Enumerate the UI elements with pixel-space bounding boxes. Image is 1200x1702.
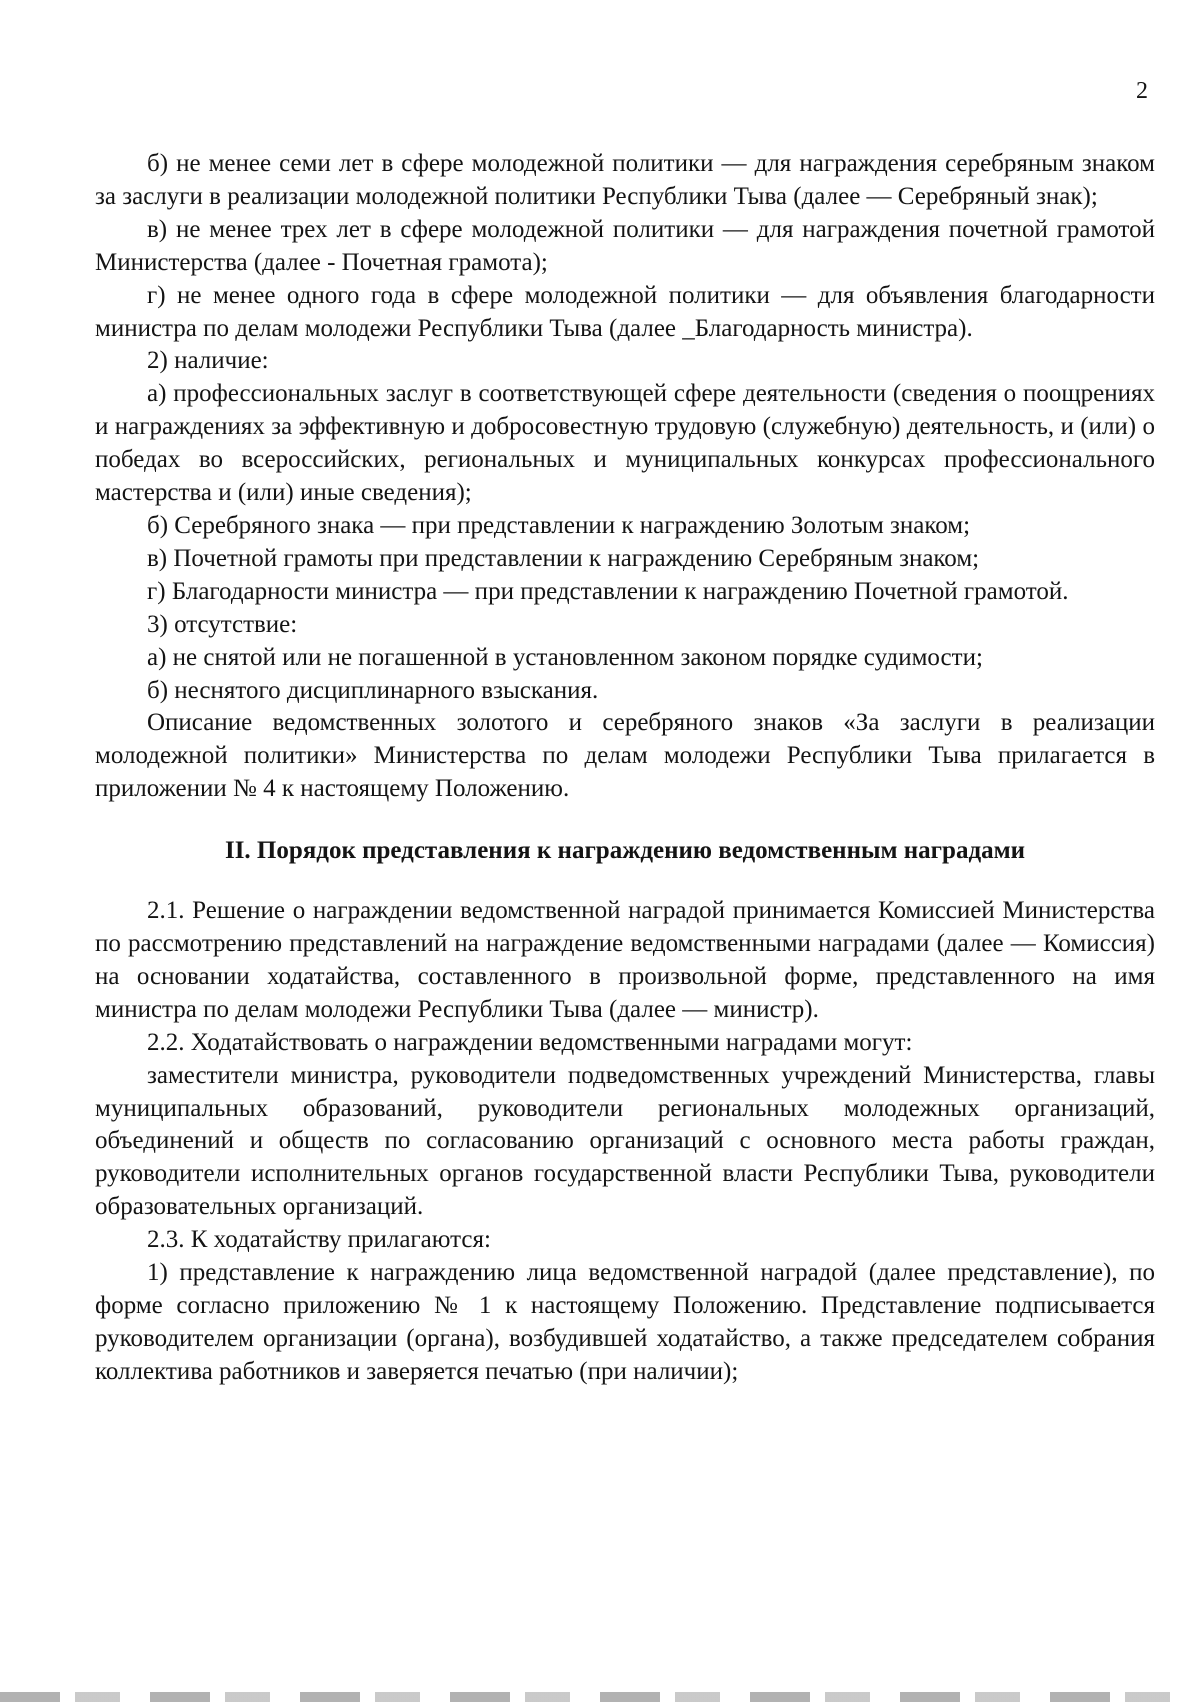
paragraph: б) не менее семи лет в сфере молодежной политики — для награждения серебряным знаком за заслуги в реализации молодежной политики Республики Тыва (далее — Серебряный знак);	[95, 150, 1155, 210]
paragraph: г) Благодарности министра — при представлении к награждению Почетной грамотой.	[147, 577, 1069, 605]
section-heading: II. Порядок представления к награждению ведомственным наградами	[224, 837, 1026, 865]
paragraph: г) не менее одного года в сфере молодежной политики — для объявления благодарности министра по делам молодежи Республики Тыва (далее _Благодарность министра).	[95, 281, 1155, 342]
paragraph: 2.1. Решение о награждении ведомственной наградой принимается Комиссией Министерства по рассмотрению представлений на награждение ведомственными наградами (далее — Комиссия) на основании ходатайства, составленного в произвольной форме, представленного на имя министра по делам молодежи Республики Тыва (далее — министр).	[95, 897, 1155, 1023]
paragraph: 2.3. К ходатайству прилагаются:	[147, 1226, 491, 1254]
paragraph: б) Серебряного знака — при представлении к награждению Золотым знаком;	[147, 511, 971, 539]
paragraph: а) профессиональных заслуг в соответствующей сфере деятельности (сведения о поощрениях и награждениях за эффективную и добросовестную трудовую (служебную) деятельность, и (или) о победах во всероссийских, региональных и муниципальных конкурсах профессионального мастерства и (или) иные сведения);	[95, 380, 1155, 507]
paragraph: Описание ведомственных золотого и серебряного знаков «За заслуги в реализации молодежной политики» Министерства по делам молодежи Республики Тыва прилагается в приложении № 4 к настоящему Положению.	[95, 709, 1155, 803]
paragraph: 3) отсутствие:	[147, 610, 298, 638]
scan-artifact	[0, 1692, 1200, 1702]
paragraph: а) не снятой или не погашенной в установленном законом порядке судимости;	[147, 643, 983, 671]
paragraph: 2.2. Ходатайствовать о награждении ведомственными наградами могут:	[147, 1028, 913, 1056]
paragraph: б) неснятого дисциплинарного взыскания.	[147, 676, 599, 704]
paragraph: в) не менее трех лет в сфере молодежной политики — для награждения почетной грамотой Министерства (далее - Почетная грамота);	[95, 215, 1155, 276]
paragraph: 2) наличие:	[147, 347, 269, 375]
paragraph: 1) представление к награждению лица ведомственной наградой (далее представление), по форме согласно приложению № 1 к настоящему Положению. Представление подписывается руководителем организации (органа), возбудившей ходатайство, а также председателем собрания коллектива работников и заверяется печатью (при наличии);	[95, 1259, 1155, 1385]
paragraph: в) Почетной грамоты при представлении к награждению Серебряным знаком;	[147, 544, 980, 572]
paragraph: заместители министра, руководители подведомственных учреждений Министерства, главы муниципальных образований, руководители региональных молодежных организаций, объединений и обществ по согласованию организаций с основного места работы граждан, руководители исполнительных органов государственной власти Республики Тыва, руководители образовательных организаций.	[95, 1061, 1155, 1221]
document-body	[95, 148, 1155, 1389]
page-number: 2	[1136, 78, 1148, 104]
